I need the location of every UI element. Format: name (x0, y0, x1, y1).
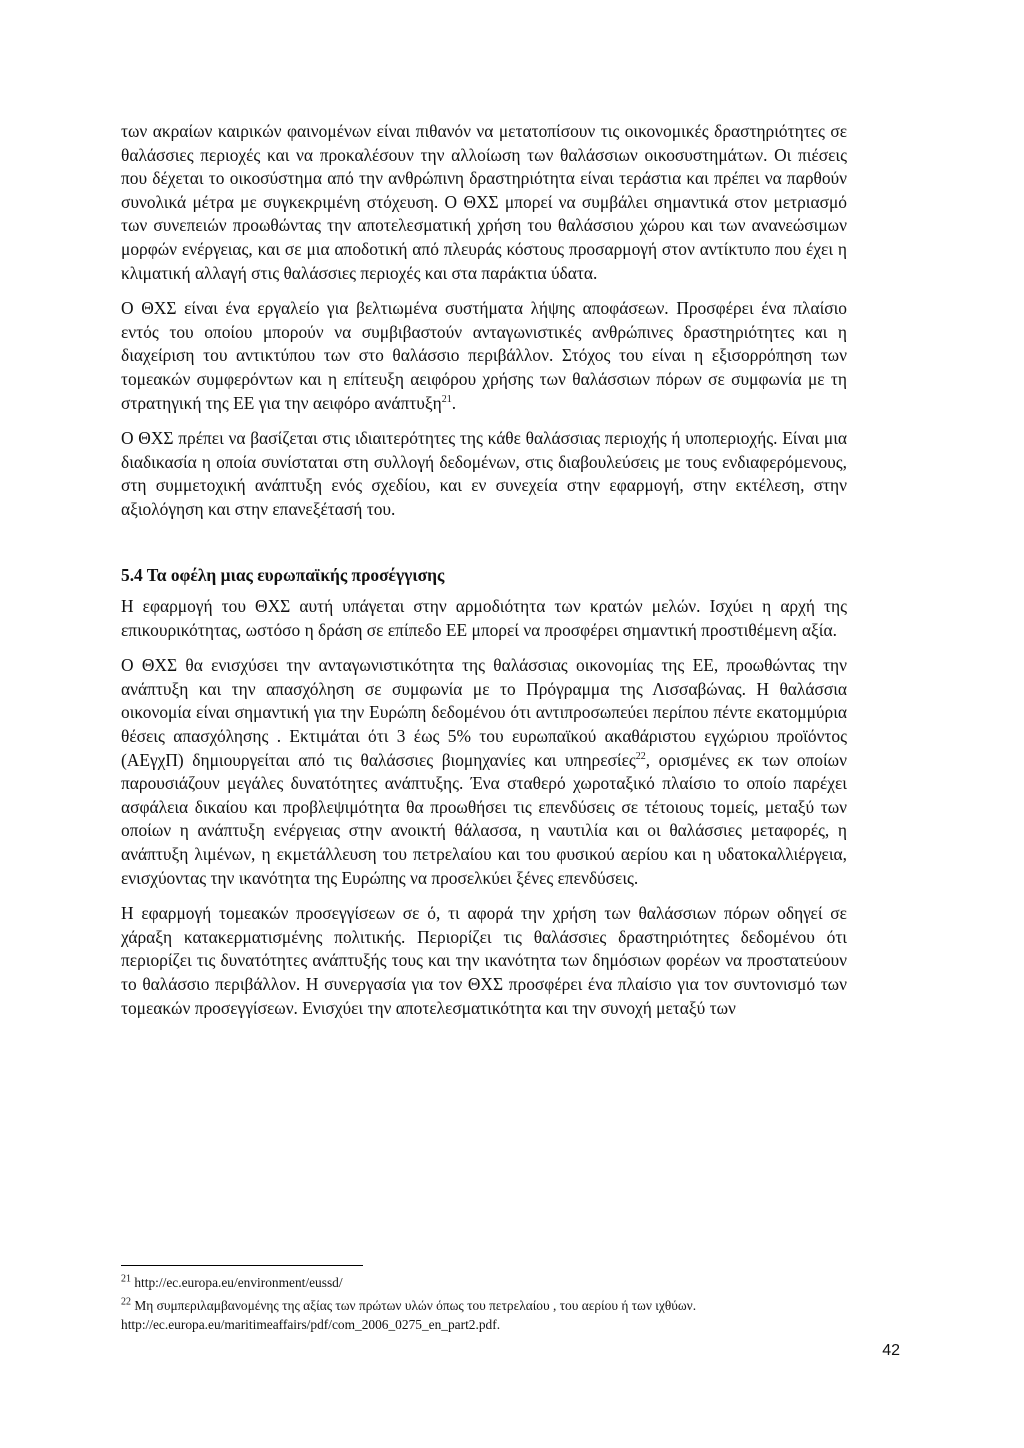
paragraph-regional-basis (121, 427, 847, 521)
footnote-21 (121, 1273, 847, 1292)
body-text (121, 120, 847, 1032)
footnote-separator (121, 1265, 363, 1266)
page-number: 42 (882, 1342, 900, 1359)
paragraph-competitiveness (121, 654, 847, 890)
footnote-mark: 21 (121, 1273, 131, 1285)
paragraph-subsidiarity (121, 595, 847, 642)
paragraph-text: Ο ΘΧΣ πρέπει να βασίζεται στις ιδιαιτερότητες της κάθε θαλάσσιας περιοχής ή υποπεριοχής. Είναι μια διαδικασία η οποία συνίσταται στη συλλογή δεδομένων, στις διαβουλεύσεις με τους ενδιαφερόμενους, στη συμμετοχική ανάπτυξη ενός σχεδίου, και εν συνεχεία στην εφαρμογή, στην εκτέλεση, στην αξιολόγηση και στην επανεξέτασή του. (121, 428, 847, 519)
paragraph-text: των ακραίων καιρικών φαινομένων είναι πιθανόν να μετατοπίσουν τις οικονομικές δραστηριότητες σε θαλάσσιες περιοχές και να προκαλέσουν την αλλοίωση των θαλάσσιων οικοσυστημάτων. Οι πιέσεις που δέχεται το οικοσύστημα από την ανθρώπινη δραστηριότητα είναι τεράστια και πρέπει να παρθούν συνολικά μέτρα με συγκεκριμένη στόχευση. Ο ΘΧΣ μπορεί να συμβάλει σημαντικά στον μετριασμό των συνεπειών προωθώντας την αποτελεσματική χρήση του θαλάσσιου χώρου και των ανανεώσιμων μορφών ενέργειας, και σε μια αποδοτική από πλευράς κόστους προσαρμογή στον αντίκτυπο που έχει η κλιματική αλλαγή στις θαλάσσιες περιοχές και στα παράκτια ύδατα. (121, 121, 847, 283)
paragraph-sectoral-approaches (121, 902, 847, 1020)
footnote-text: http://ec.europa.eu/environment/eussd/ (131, 1275, 343, 1290)
paragraph-text: Ο ΘΧΣ είναι ένα εργαλείο για βελτιωμένα συστήματα λήψης αποφάσεων. Προσφέρει ένα πλαίσιο εντός του οποίου μπορούν να συμβιβαστούν ανταγωνιστικές ανθρώπινες δραστηριότητες και η διαχείριση του αντικτύπου των στο θαλάσσιο περιβάλλον. Στόχος του είναι η εξισορρόπηση των τομεακών συμφερόντων και η επίτευξη αειφόρου χρήσης των θαλάσσιων πόρων σε συμφωνία με τη στρατηγική της ΕΕ για την αειφόρο ανάπτυξη (121, 298, 847, 413)
section-heading: 5.4 Τα οφέλη μιας ευρωπαϊκής προσέγγισης (121, 564, 445, 585)
footnotes (121, 1273, 847, 1338)
paragraph-decision-tool (121, 297, 847, 415)
footnote-22 (121, 1296, 847, 1334)
footnote-text: Μη συμπεριλαμβανομένης της αξίας των πρώτων υλών όπως του πετρελαίου , του αερίου ή των ιχθύων. http://ec.europa.eu/maritimeaffairs/pdf/com_2006_0275_en_part2.pdf. (121, 1298, 697, 1332)
footnote-mark: 22 (121, 1296, 131, 1308)
paragraph-text: Η εφαρμογή του ΘΧΣ αυτή υπάγεται στην αρμοδιότητα των κρατών μελών. Ισχύει η αρχή της επικουρικότητας, ωστόσο η δράση σε επίπεδο ΕΕ μπορεί να προσφέρει σημαντική προστιθέμενη αξία. (121, 596, 847, 640)
paragraph-text: Ο ΘΧΣ θα ενισχύσει την ανταγωνιστικότητα της θαλάσσιας οικονομίας της ΕΕ, προωθώντας την ανάπτυξη και την απασχόληση σε συμφωνία με το Πρόγραμμα της Λισσαβώνας. Η θαλάσσια οικονομία είναι σημαντική για την Ευρώπη δεδομένου ότι αντιπροσωπεύει περίπου πέντε εκατομμύρια θέσεις απασχόλησης . Εκτιμάται ότι 3 έως 5% του ευρωπαϊκού ακαθάριστου εγχώριου προϊόντος (ΑΕγχΠ) δημιουργείται από τις θαλάσσιες βιομηχανίες και υπηρεσίες (121, 655, 847, 770)
footnote-ref-21: 21 (441, 393, 452, 405)
paragraph-text-continued: , ορισμένες εκ των οποίων παρουσιάζουν μεγάλες δυνατότητες ανάπτυξης. Ένα σταθερό χωροταξικό πλαίσιο το οποίο παρέχει ασφάλεια δικαίου και προβλεψιμότητα θα προωθήσει τις επενδύσεις σε τέτοιους τομείς, μεταξύ των οποίων η ανάπτυξη ενέργειας στην ανοικτή θάλασσα, η ναυτιλία και οι θαλάσσιες μεταφορές, η ανάπτυξη λιμένων, η εκμετάλλευση του πετρελαίου και του φυσικού αερίου και η υδατοκαλλιέργεια, ενισχύοντας την ικανότητα της Ευρώπης να προσελκύει ξένες επενδύσεις. (121, 749, 847, 888)
paragraph-text: Η εφαρμογή τομεακών προσεγγίσεων σε ό, τι αφορά την χρήση των θαλάσσιων πόρων οδηγεί σε χάραξη κατακερματισμένης πολιτικής. Περιορίζει τις θαλάσσιες δραστηριότητες δεδομένου ότι περιορίζει τις δυνατότητες ανάπτυξής τους και την ικανότητα των δημόσιων φορέων να προστατεύουν το θαλάσσιο περιβάλλον. Η συνεργασία για τον ΘΧΣ προσφέρει ένα πλαίσιο για τον συντονισμό των τομεακών προσεγγίσεων. Ενισχύει την αποτελεσματικότητα και την συνοχή μεταξύ των (121, 903, 847, 1018)
footnote-ref-22: 22 (635, 750, 646, 762)
paragraph-climate-impacts (121, 120, 847, 285)
paragraph-end-period: . (451, 392, 457, 413)
